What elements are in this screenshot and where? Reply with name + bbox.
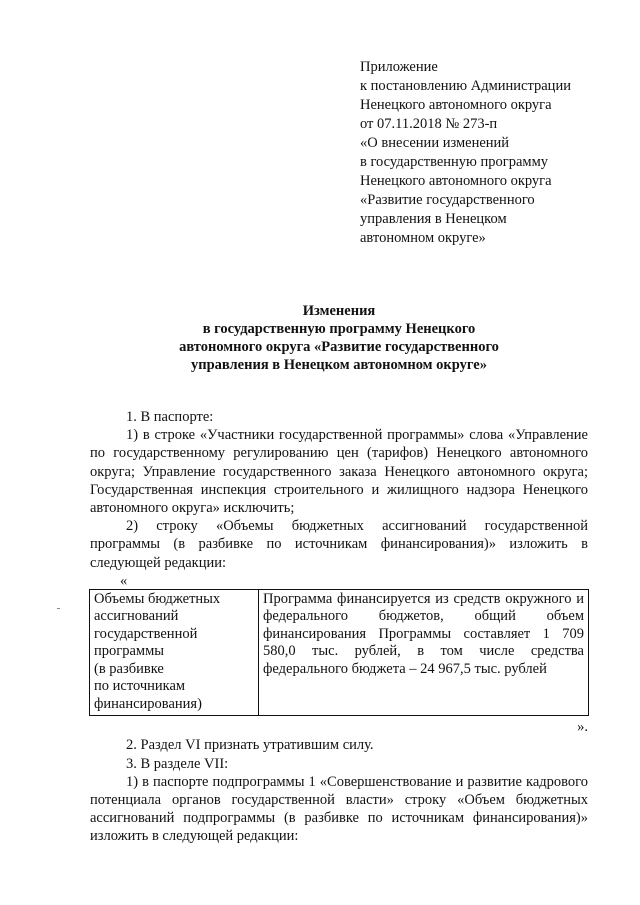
scan-mark bbox=[57, 608, 60, 609]
appendix-line: «О внесении изменений bbox=[360, 135, 510, 151]
cell-line: финансирования) bbox=[94, 695, 202, 712]
appendix-header bbox=[360, 58, 620, 248]
cell-line: программы bbox=[94, 643, 164, 660]
item-2-paragraph: 2. Раздел VI признать утратившим силу. bbox=[126, 737, 374, 754]
cell-line: (в разбивке bbox=[94, 660, 164, 677]
table-row bbox=[90, 589, 589, 716]
table-cell-label bbox=[90, 589, 259, 716]
item-3-1-paragraph: 1) в паспорте подпрограммы 1 «Совершенствование и развитие кадрового потенциала органов государственной власти» строку «Объем бюджетных ассигнований подпрограммы (в разбивке по источникам финансирования)» изложить в следующей редакции: bbox=[90, 773, 588, 845]
title-line: управления в Ненецком автономном округе» bbox=[190, 357, 487, 373]
table-cell-value: Программа финансируется из средств окружного и федерального бюджетов, общий объем финансирования Программы составляет 1 709 580,0 тыс. рублей, в том числе средства федерального бюджета – 24 967,5 тыс. рублей bbox=[259, 589, 589, 716]
appendix-line: «Развитие государственного bbox=[360, 192, 535, 208]
title-line: автономного округа «Развитие государственного bbox=[179, 339, 499, 355]
closing-quote: ». bbox=[577, 719, 588, 736]
title-line: Изменения bbox=[302, 303, 376, 319]
item-1-2-paragraph: 2) строку «Объемы бюджетных ассигнований государственной программы (в разбивке по источникам финансирования)» изложить в следующей редакции: bbox=[90, 518, 588, 571]
title-line: в государственную программу Ненецкого bbox=[202, 321, 476, 337]
appendix-line: Ненецкого автономного округа bbox=[360, 97, 552, 113]
appendix-line: к постановлению Администрации bbox=[360, 78, 571, 94]
cell-line: по источникам bbox=[94, 678, 186, 695]
item-1-heading: 1. В паспорте: bbox=[126, 409, 214, 425]
appendix-line: Приложение bbox=[360, 59, 438, 75]
appendix-line: в государственную программу bbox=[360, 154, 549, 170]
cell-line: ассигнований bbox=[94, 608, 179, 625]
document-title bbox=[90, 302, 588, 374]
appendix-line: Ненецкого автономного округа bbox=[360, 173, 552, 189]
cell-line: Объемы бюджетных bbox=[94, 590, 221, 607]
appendix-line: управления в Ненецком bbox=[360, 211, 507, 227]
opening-quote: « bbox=[120, 572, 128, 589]
item-3-heading: 3. В разделе VII: bbox=[126, 755, 229, 772]
cell-line: государственной bbox=[94, 625, 198, 642]
financing-table bbox=[89, 589, 589, 717]
document-body bbox=[90, 408, 588, 846]
item-1-1-paragraph: 1) в строке «Участники государственной программы» слова «Управление по государственному регулированию цен (тарифов) Ненецкого автономного округа; Управление государственного заказа Ненецкого автономного округа; Государственная инспекция строительного и жилищного надзора Ненецкого автономного округа» исключить; bbox=[90, 427, 588, 517]
appendix-line: от 07.11.2018 № 273-п bbox=[360, 116, 498, 132]
appendix-line: автономном округе» bbox=[360, 230, 486, 246]
